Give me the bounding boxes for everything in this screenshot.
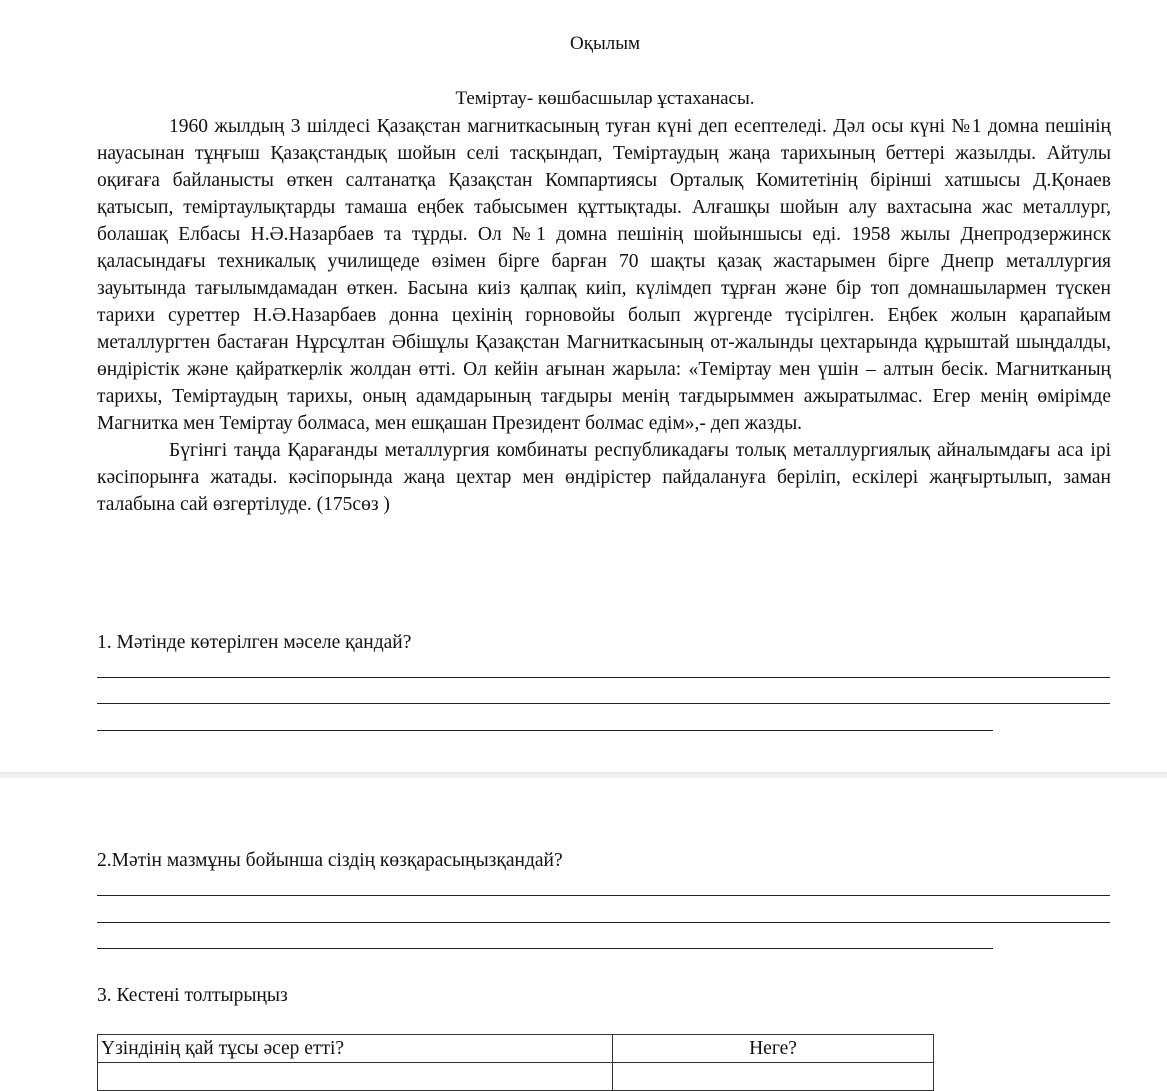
answer-line[interactable] (97, 948, 993, 949)
answer-line[interactable] (97, 703, 1110, 704)
text-title: Теміртау- көшбасшылар ұстаханасы. (455, 88, 755, 109)
question-3: 3. Кестені толтырыңыз (97, 985, 288, 1006)
reading-text (97, 113, 1111, 518)
paragraph: Бүгінгі таңда Қарағанды металлургия комбинаты республикадағы толық металлургиялық айналымдағы аса ірі кәсіпорынға жатады. кәсіпорында жаңа цехтар мен өндірістер пайдалануға беріліп, ескілері жаңғыртылып, заман талабына сай өзгертілуде. (175сөз ) (97, 440, 1111, 515)
table-row (98, 1063, 934, 1091)
document-title: Оқылым (570, 33, 640, 54)
response-table (97, 1034, 934, 1091)
question-1: 1. Мәтінде көтерілген мәселе қандай? (97, 632, 412, 653)
table-cell[interactable] (98, 1063, 613, 1091)
answer-line[interactable] (97, 922, 1110, 923)
table-header-cell: Неге? (613, 1035, 934, 1063)
paragraph: 1960 жылдың 3 шілдесі Қазақстан магниткасының туған күні деп есептеледі. Дәл осы күні №1 домна пешінің науасынан тұңғыш Қазақстандық шойын селі тасқындап, Теміртаудың жаңа тарихының беттері жазылды. Айтулы оқиғаға байланысты өткен салтанатқа Қазақстан Компартиясы Орталық Комитетінің бірінші хатшысы Д.Қонаев қатысып, теміртаулықтарды тамаша еңбек табысымен құттықтады. Алғашқы шойын алу вахтасына жас металлург, болашақ Елбасы Н.Ә.Назарбаев та тұрды. Ол №1 домна пешінің шойыншысы еді. 1958 жылы Днепродзержинск қаласындағы техникалық училищеде өзімен бірге барған 70 шақты қазақ жастарымен бірге Днепр металлургия зауытында тағылымдамадан өткен. Басына киіз қалпақ киіп, күлімдеп тұрған және бір топ домнашылармен түскен тарихи суреттер Н.Ә.Назарбаев донна цехінің горновойы болып жүргенде түсірілген. Еңбек жолын қарапайым металлургтен бастаған Нұрсұлтан Әбішұлы Қазақстан Магниткасының от-жалынды цехтарында құрыштай шыңдалды, өндірістік және қайраткерлік жолдан өтті. Ол кейін ағынан жарыла: «Теміртау мен үшін – алтын бесік. Магнитканың тарихы, Теміртаудың тарихы, оның адамдарының тағдыры менің тағдырыммен ажыратылмас. Егер менің өмірімде Магнитка мен Теміртау болмаса, мен ешқашан Президент болмас едім»,- деп жазды. (97, 116, 1111, 434)
answer-line[interactable] (97, 677, 1110, 678)
question-2: 2.Мәтін мазмұны бойынша сіздің көзқарасыңызқандай? (97, 850, 563, 871)
table-cell[interactable] (613, 1063, 934, 1091)
answer-line[interactable] (97, 730, 993, 731)
answer-line[interactable] (97, 895, 1110, 896)
table-header-cell: Үзіндінің қай тұсы әсер етті? (98, 1035, 613, 1063)
table-header-row (98, 1035, 934, 1063)
